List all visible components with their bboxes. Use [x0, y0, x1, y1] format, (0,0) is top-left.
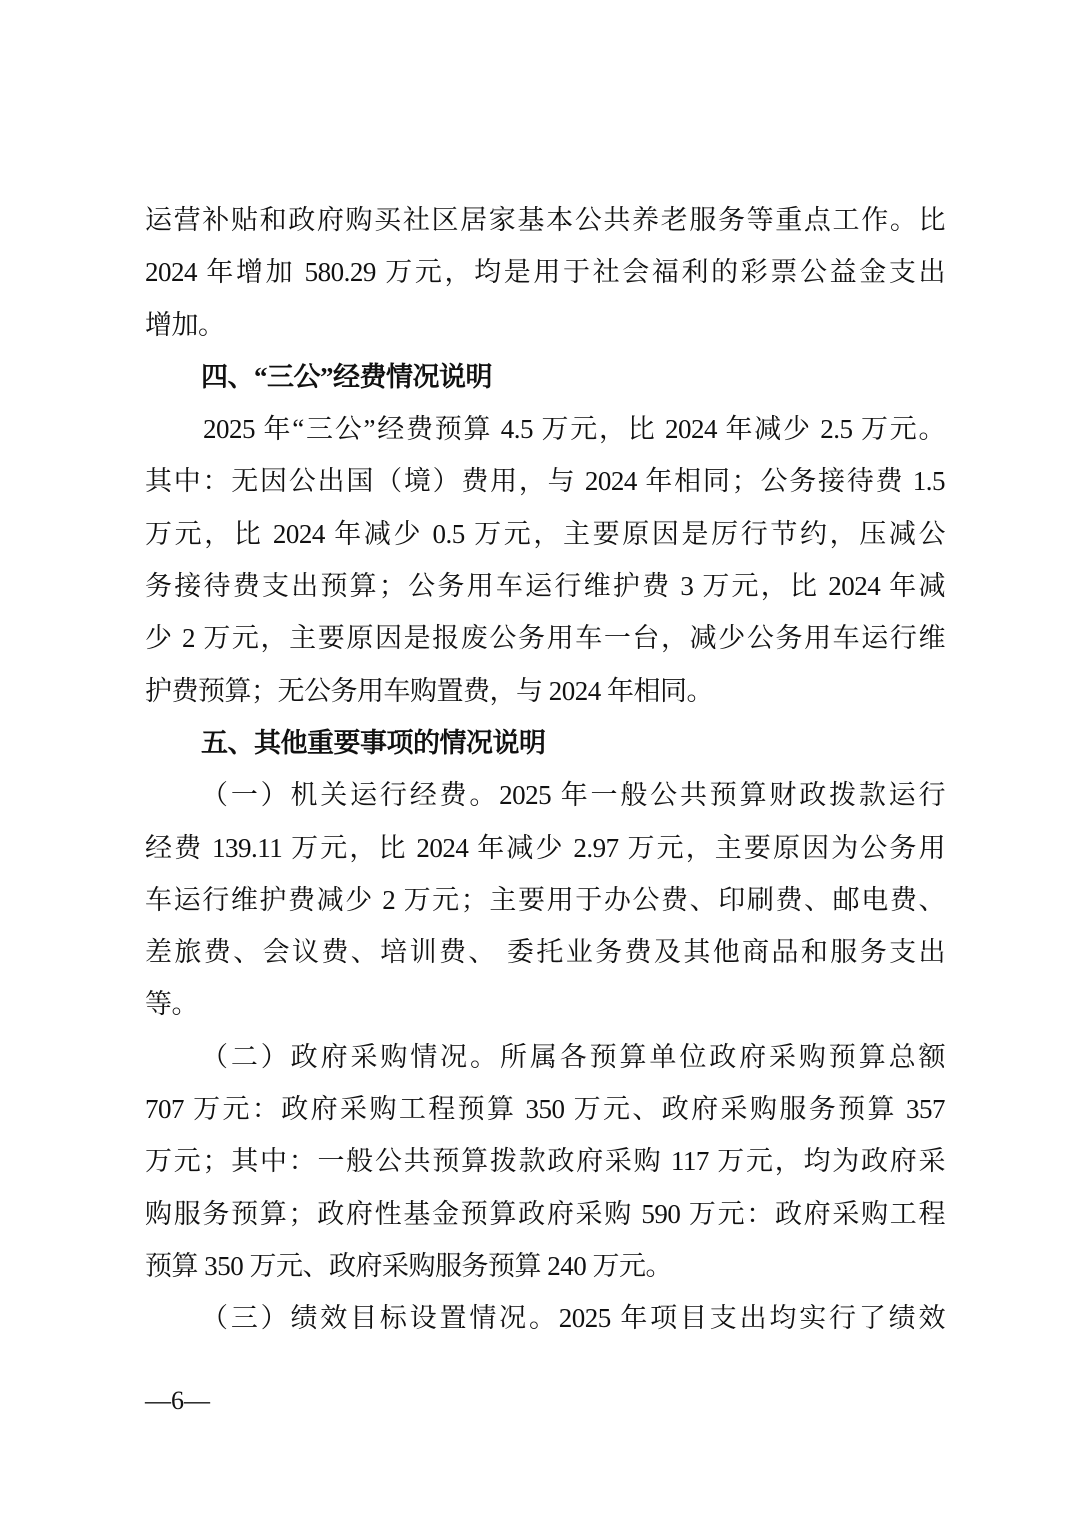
section-heading: 五、其他重要事项的情况说明 [201, 727, 546, 758]
text-line: 增加。 [145, 309, 225, 340]
text-line: 差旅费、会议费、培训费、 委托业务费及其他商品和服务支出 [145, 937, 945, 968]
text-line: 707 万元：政府采购工程预算 350 万元、政府采购服务预算 357 [145, 1094, 945, 1125]
text-line: （三）绩效目标设置情况。2025 年项目支出均实行了绩效 [201, 1303, 945, 1334]
text-line: （二）政府采购情况。所属各预算单位政府采购预算总额 [201, 1041, 945, 1072]
document-body [145, 0, 945, 1345]
text-line: 万元；其中：一般公共预算拨款政府采购 117 万元，均为政府采 [145, 1146, 945, 1177]
text-line: 少 2 万元，主要原因是报废公务用车一台，减少公务用车运行维 [145, 623, 945, 654]
text-line: 2025 年“三公”经费预算 4.5 万元，比 2024 年减少 2.5 万元。 [203, 414, 945, 445]
text-line: 2024 年增加 580.29 万元，均是用于社会福利的彩票公益金支出 [145, 257, 945, 288]
text-line: 护费预算；无公务用车购置费，与 2024 年相同。 [145, 675, 713, 706]
text-line: 车运行维护费减少 2 万元；主要用于办公费、印刷费、邮电费、 [145, 884, 945, 915]
text-line: 万元，比 2024 年减少 0.5 万元，主要原因是厉行节约，压减公 [145, 518, 945, 549]
text-line: （一）机关运行经费。2025 年一般公共预算财政拨款运行 [201, 780, 945, 811]
page-number: —6— [145, 1385, 210, 1415]
text-line: 经费 139.11 万元，比 2024 年减少 2.97 万元，主要原因为公务用 [145, 832, 945, 863]
text-line: 其中：无因公出国（境）费用，与 2024 年相同；公务接待费 1.5 [145, 466, 945, 497]
text-line: 等。 [145, 989, 198, 1020]
section-heading: 四、“三公”经费情况说明 [201, 361, 492, 392]
text-line: 务接待费支出预算；公务用车运行维护费 3 万元，比 2024 年减 [145, 571, 945, 602]
text-line: 运营补贴和政府购买社区居家基本公共养老服务等重点工作。比 [145, 205, 945, 235]
text-line: 预算 350 万元、政府采购服务预算 240 万元。 [145, 1250, 672, 1281]
text-line: 购服务预算；政府性基金预算政府采购 590 万元：政府采购工程 [145, 1198, 945, 1229]
